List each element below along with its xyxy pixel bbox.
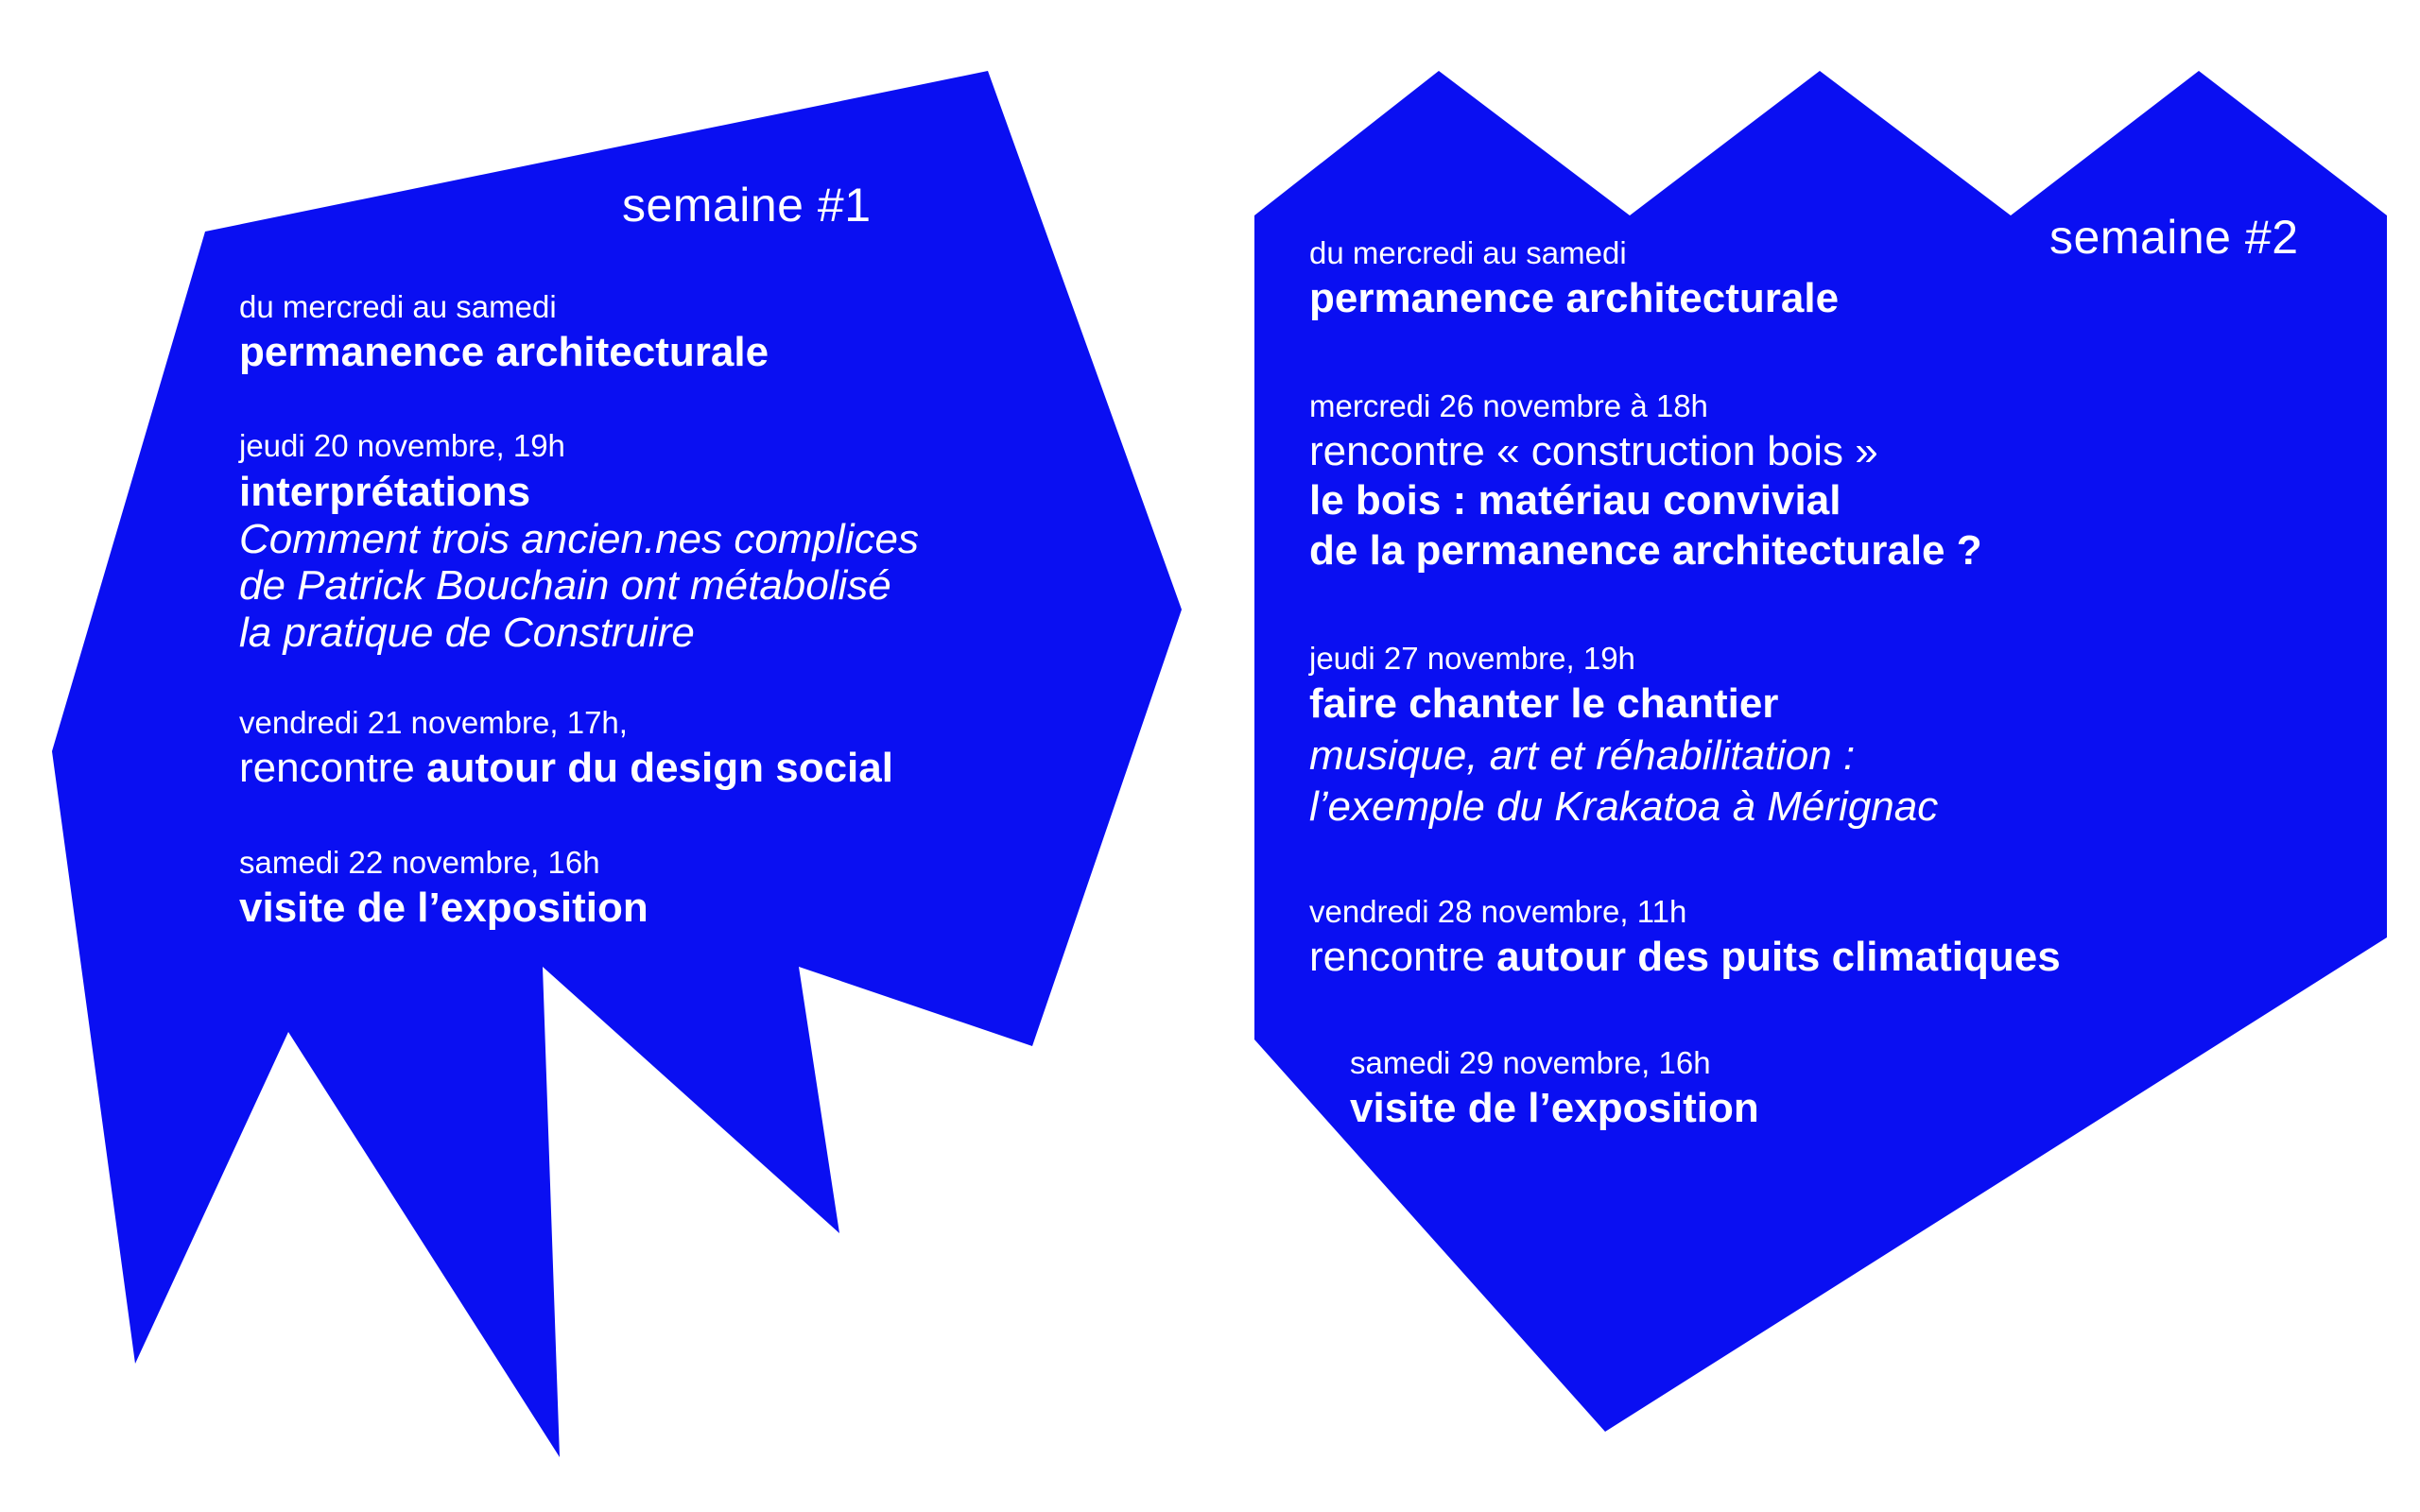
week2-event4-title: autour des puits climatiques [1496, 934, 2061, 980]
week2-event4-line [1309, 933, 2061, 983]
week1-event3-line [239, 744, 893, 794]
week1-event4-title: visite de l’exposition [239, 885, 648, 931]
week2-event2-title-line2: de la permanence architecturale ? [1309, 526, 1982, 574]
week2-event2-subtitle: rencontre « construction bois » [1309, 428, 1878, 474]
week2-event3-when: jeudi 27 novembre, 19h [1309, 641, 1635, 676]
week2-event4-when: vendredi 28 novembre, 11h [1309, 894, 1687, 929]
week2-event5-when: samedi 29 novembre, 16h [1350, 1045, 1711, 1080]
week1-event2-desc-line3: la pratique de Construire [239, 609, 695, 656]
week2-event1-when: du mercredi au samedi [1309, 235, 1627, 270]
week1-event1-title: permanence architecturale [239, 329, 769, 375]
week2-event2-title-line1: le bois : matériau convivial [1309, 477, 1841, 524]
week2-event2-title [1309, 476, 1982, 576]
week2-event3-desc-line2: l’exemple du Krakatoa à Mérignac [1309, 782, 1939, 830]
week1-event1-when: du mercredi au samedi [239, 289, 557, 324]
week1-event3-prefix: rencontre [239, 745, 415, 791]
week1-event2-desc-line1: Comment trois ancien.nes complices [239, 516, 919, 562]
week2-title: semaine #2 [2049, 211, 2299, 264]
week1-event4-when: samedi 22 novembre, 16h [239, 845, 600, 880]
week2-event2-when: mercredi 26 novembre à 18h [1309, 388, 1708, 423]
week1-title: semaine #1 [622, 179, 872, 232]
week1-event2-when: jeudi 20 novembre, 19h [239, 428, 565, 463]
week1-event3-when: vendredi 21 novembre, 17h, [239, 705, 628, 740]
week2-event4-prefix: rencontre [1309, 934, 1485, 980]
week1-event2-desc-line2: de Patrick Bouchain ont métabolisé [239, 562, 891, 610]
week1-event3-title: autour du design social [426, 745, 893, 791]
week1-event2-desc [239, 516, 919, 656]
week2-event3-desc-line1: musique, art et réhabilitation : [1309, 732, 1856, 779]
week2-event5-title: visite de l’exposition [1350, 1085, 1759, 1131]
week2-event1-title: permanence architecturale [1309, 275, 1840, 321]
week2-event3-desc [1309, 730, 1938, 832]
week2-event3-title: faire chanter le chantier [1309, 680, 1779, 727]
week1-event2-title: interprétations [239, 469, 531, 515]
